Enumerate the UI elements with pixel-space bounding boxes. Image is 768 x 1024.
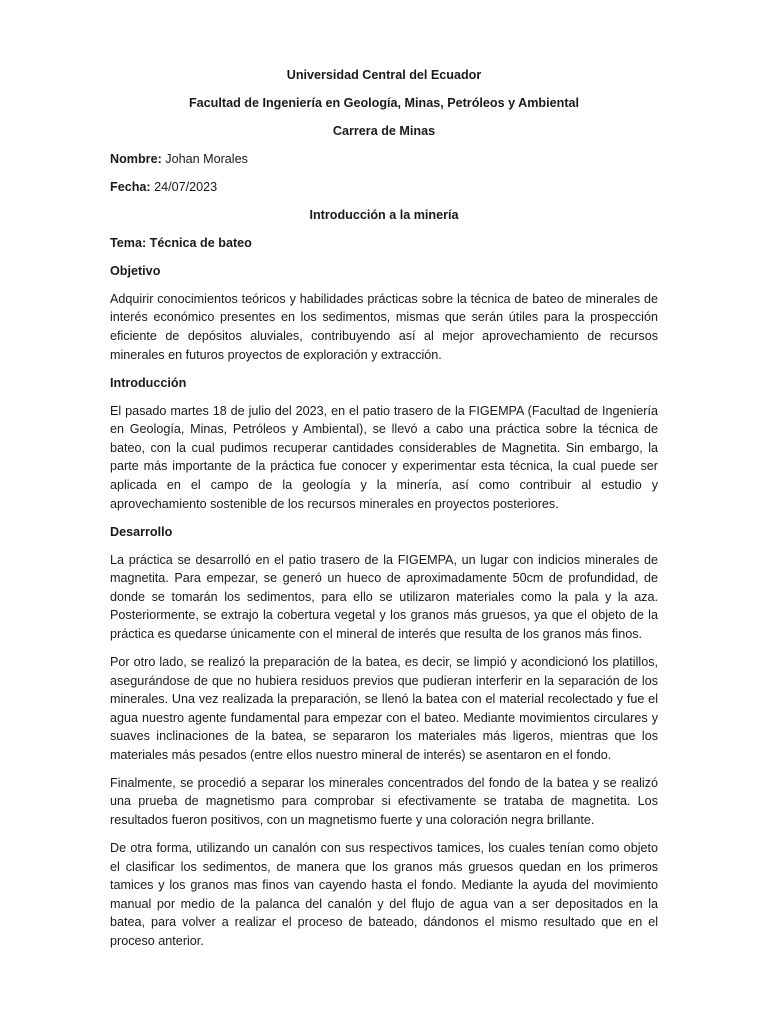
- development-paragraph: Por otro lado, se realizó la preparación de la batea, es decir, se limpió y acondicionó los platillos, asegurándose de que no hubiera residuos previos que pudieran interferir en la separación de los minerales. Una vez realizada la preparación, se llenó la batea con el material recolectado y fue el agua nuestro agente fundamental para empezar con el bateo. Mediante movimientos circulares y suaves inclinaciones de la batea, se separaron los materiales más ligeros, mientras que los materiales más pesados (entre ellos nuestro mineral de interés) se asentaron en el fondo.: [110, 654, 658, 762]
- date-label: Fecha:: [110, 179, 151, 194]
- name-label: Nombre:: [110, 151, 162, 166]
- development-paragraph: Finalmente, se procedió a separar los minerales concentrados del fondo de la batea y se realizó una prueba de magnetismo para comprobar si efectivamente se trataba de magnetita. Los resultados fueron positivos, con un magnetismo fuerte y una coloración negra brillante.: [110, 775, 658, 828]
- date-line: [110, 178, 658, 197]
- date-value: 24/07/2023: [150, 179, 218, 194]
- topic-heading: Tema: Técnica de bateo: [110, 235, 252, 250]
- development-paragraph: De otra forma, utilizando un canalón con sus respectivos tamices, los cuales tenían como objeto el clasificar los sedimentos, de manera que los granos más gruesos quedan en los primeros tamices y los granos mas finos van cayendo hasta el fondo. Mediante la ayuda del movimiento manual por medio de la palanca del canalón y del flujo de agua van a ser depositados en la batea, para volver a realizar el proceso de bateado, dándonos el mismo resultado que en el proceso anterior.: [110, 841, 658, 949]
- development-heading: Desarrollo: [110, 524, 173, 539]
- objective-heading: Objetivo: [110, 263, 161, 278]
- intro-heading: Introducción: [110, 375, 187, 390]
- name-value: Johan Morales: [161, 151, 248, 166]
- name-line: [110, 150, 658, 169]
- university-title: Universidad Central del Ecuador: [286, 68, 482, 82]
- faculty-title: Facultad de Ingeniería en Geología, Minas, Petróleos y Ambiental: [188, 95, 580, 110]
- career-title: Carrera de Minas: [332, 123, 436, 138]
- objective-paragraph: Adquirir conocimientos teóricos y habilidades prácticas sobre la técnica de bateo de minerales de interés económico presentes en los sedimentos, mismas que serán útiles para la prospección eficiente de depósitos aluviales, contribuyendo así al mejor aprovechamiento de recursos minerales en futuros proyectos de exploración y extracción.: [110, 291, 658, 362]
- course-title: Introducción a la minería: [309, 207, 459, 222]
- intro-paragraph: El pasado martes 18 de julio del 2023, en el patio trasero de la FIGEMPA (Facultad de Ingeniería en Geología, Minas, Petróleos y Ambiental), se llevó a cabo una práctica sobre la técnica de bateo, con la cual pudimos recuperar cantidades considerables de Magnetita. Sin embargo, la parte más importante de la práctica fue conocer y experimentar esta técnica, la cual puede ser aplicada en el campo de la geología y la minería, así como contribuir al estudio y aprovechamiento sostenible de los recursos minerales en proyectos posteriores.: [110, 403, 658, 511]
- document-page: [110, 66, 658, 960]
- development-paragraph: La práctica se desarrolló en el patio trasero de la FIGEMPA, un lugar con indicios minerales de magnetita. Para empezar, se generó un hueco de aproximadamente 50cm de profundidad, de donde se tomarán los sedimentos, para ello se utilizaron materiales como la pala y la aza. Posteriormente, se extrajo la cobertura vegetal y los granos más gruesos, ya que el objeto de la práctica es quedarse únicamente con el mineral de interés que resulta de los granos más finos.: [110, 552, 658, 641]
